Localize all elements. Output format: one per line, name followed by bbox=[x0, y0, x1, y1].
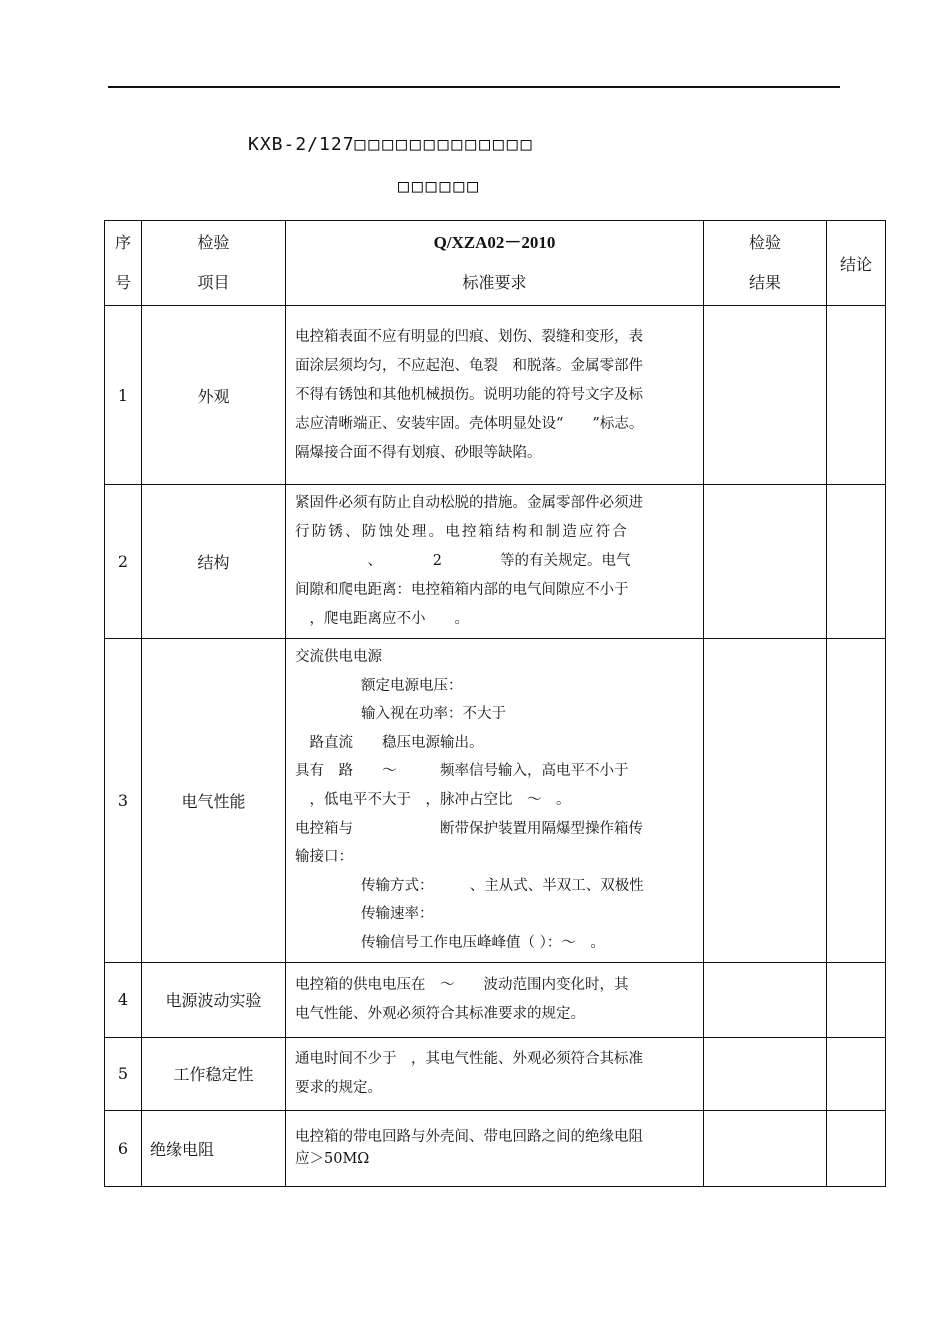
table-row bbox=[105, 639, 886, 963]
row-requirement: 电控箱表面不应有明显的凹痕、划伤、裂缝和变形，表 面涂层须均匀，不应起泡、龟裂 和脱落。金属零部件 不得有锈蚀和其他机械损伤。说明功能的符号文字及标 志应清晰端正、安装牢固。壳体明显处设“ ”标志。 隔爆接合面不得有划痕、砂眼等缺陷。 bbox=[286, 306, 704, 485]
row-seq: 6 bbox=[105, 1110, 142, 1186]
document-title bbox=[248, 134, 534, 155]
document-subtitle: □□□□□□ bbox=[398, 176, 482, 197]
row-requirement: 通电时间不少于 ，其电气性能、外观必须符合其标准 要求的规定。 bbox=[286, 1037, 704, 1110]
row-seq: 2 bbox=[105, 485, 142, 639]
row-requirement: 电控箱的带电回路与外壳间、带电回路之间的绝缘电阻 应＞50MΩ bbox=[286, 1110, 704, 1186]
row-conclusion bbox=[827, 962, 886, 1037]
table-row bbox=[105, 1110, 886, 1186]
table-row bbox=[105, 1037, 886, 1110]
table-header-row bbox=[105, 221, 886, 306]
row-seq: 1 bbox=[105, 306, 142, 485]
header-conclusion: 结论 bbox=[827, 221, 886, 306]
row-result bbox=[704, 306, 827, 485]
row-result bbox=[704, 485, 827, 639]
title-unrendered-glyphs: □□□□□□□□□□□□□ bbox=[354, 134, 535, 155]
row-result bbox=[704, 1037, 827, 1110]
header-standard: Q/XZA02－2010 标准要求 bbox=[286, 221, 704, 306]
row-requirement: 电控箱的供电电压在 ～ 波动范围内变化时，其 电气性能、外观必须符合其标准要求的规定。 bbox=[286, 962, 704, 1037]
table-row bbox=[105, 306, 886, 485]
inspection-table bbox=[104, 220, 886, 1187]
row-item: 电气性能 bbox=[142, 639, 286, 963]
header-result: 检验 结果 bbox=[704, 221, 827, 306]
row-item: 电源波动实验 bbox=[142, 962, 286, 1037]
standard-code: Q/XZA02－2010 bbox=[433, 233, 556, 252]
row-result bbox=[704, 1110, 827, 1186]
row-item: 工作稳定性 bbox=[142, 1037, 286, 1110]
header-seq: 序 号 bbox=[105, 221, 142, 306]
row-conclusion bbox=[827, 639, 886, 963]
row-conclusion bbox=[827, 1110, 886, 1186]
table-row bbox=[105, 962, 886, 1037]
row-seq: 5 bbox=[105, 1037, 142, 1110]
row-conclusion bbox=[827, 485, 886, 639]
row-conclusion bbox=[827, 1037, 886, 1110]
row-item: 绝缘电阻 bbox=[142, 1110, 286, 1186]
table-row bbox=[105, 485, 886, 639]
row-item: 结构 bbox=[142, 485, 286, 639]
row-result bbox=[704, 962, 827, 1037]
row-item: 外观 bbox=[142, 306, 286, 485]
row-seq: 3 bbox=[105, 639, 142, 963]
row-conclusion bbox=[827, 306, 886, 485]
header-rule bbox=[108, 86, 840, 88]
row-requirement: 紧固件必须有防止自动松脱的措施。金属零部件必须进 行防锈、防蚀处理。电控箱结构和制造应符合 、 2 等的有关规定。电气 间隙和爬电距离：电控箱箱内部的电气间隙应不小于 ，爬电距离应不小 。 bbox=[286, 485, 704, 639]
row-seq: 4 bbox=[105, 962, 142, 1037]
row-requirement: 交流供电电源 额定电源电压： 输入视在功率：不大于 路直流 稳压电源输出。 具有 路 ～ 频率信号输入，高电平不小于 ，低电平不大于 ，脉冲占空比 ～ 。 电控箱与 断带保护装置用隔爆型操作箱传 输接口： 传输方式： 、主从式、半双工、双极性 传输速率： 传输信号工作电压峰峰值（ ）：～ 。 bbox=[286, 639, 704, 963]
header-item: 检验 项目 bbox=[142, 221, 286, 306]
row-result bbox=[704, 639, 827, 963]
title-model: KXB-2/127 bbox=[248, 134, 355, 155]
